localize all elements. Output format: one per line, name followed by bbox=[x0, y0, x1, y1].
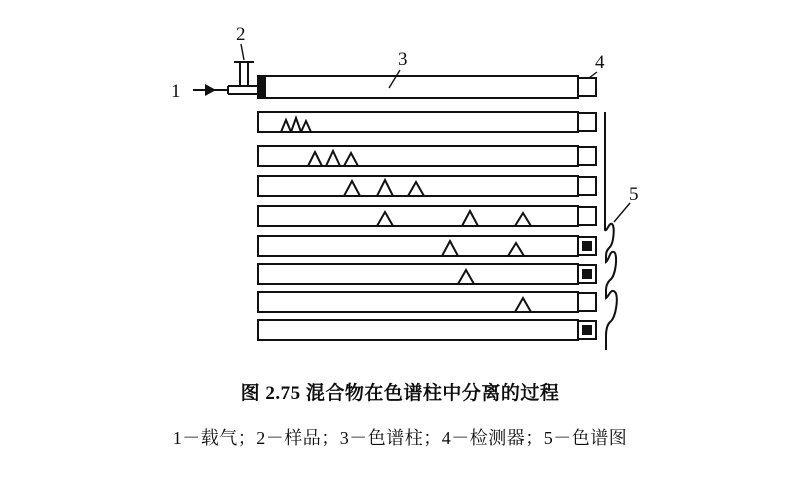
column-row-1 bbox=[258, 112, 578, 132]
figure-caption-legend: 1－载气；2－样品；3－色谱柱；4－检测器；5－色谱图 bbox=[172, 428, 628, 448]
detector-row-5 bbox=[578, 237, 596, 255]
column-row-4 bbox=[258, 206, 578, 226]
label-2: 2 bbox=[236, 24, 246, 45]
detector-row-6 bbox=[578, 265, 596, 283]
column-row-5 bbox=[258, 236, 578, 256]
chromatogram-trace bbox=[605, 112, 617, 350]
detector-row-3 bbox=[578, 177, 596, 195]
column-row-8 bbox=[258, 320, 578, 340]
label-3: 3 bbox=[398, 49, 408, 70]
figure-caption-title: 图 2.75 混合物在色谱柱中分离的过程 bbox=[240, 383, 560, 404]
column-row-6 bbox=[258, 264, 578, 284]
detector-row-7 bbox=[578, 293, 596, 311]
label-1: 1 bbox=[171, 81, 181, 102]
detector-row-1 bbox=[578, 113, 596, 131]
column-row-7 bbox=[258, 292, 578, 312]
column-row-3 bbox=[258, 176, 578, 196]
label-5: 5 bbox=[629, 184, 639, 205]
label-4: 4 bbox=[595, 52, 605, 73]
detector-row-4 bbox=[578, 207, 596, 225]
column-row-0 bbox=[258, 76, 578, 98]
sample-injection-port bbox=[234, 62, 254, 86]
detector-row-2 bbox=[578, 147, 596, 165]
column-row-2 bbox=[258, 146, 578, 166]
detector-row-8 bbox=[578, 321, 596, 339]
detector-row-0 bbox=[578, 78, 596, 96]
